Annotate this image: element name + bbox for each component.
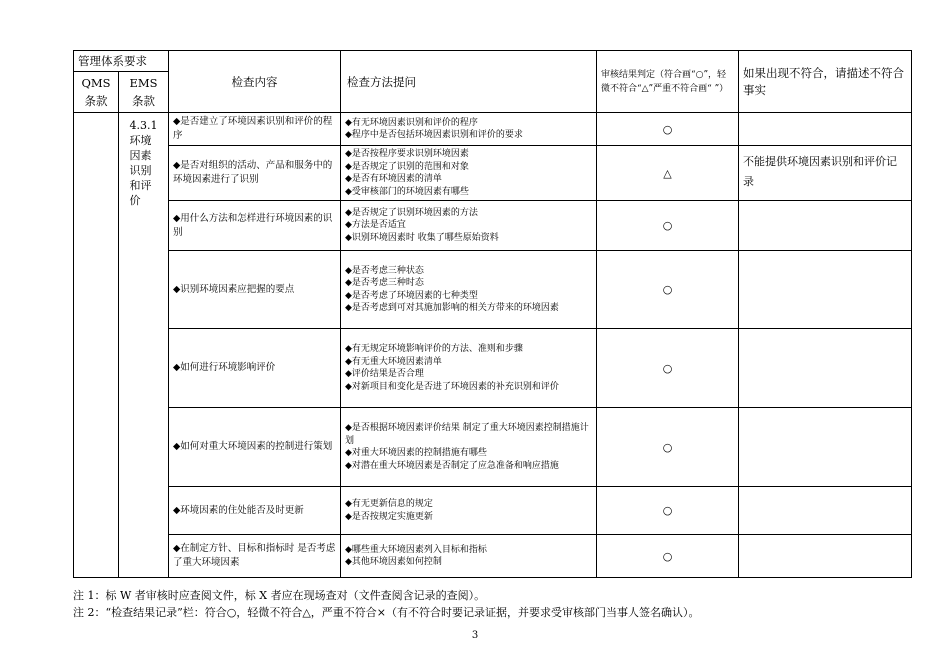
audit-result-cell: ○ — [597, 113, 739, 146]
table-row — [74, 329, 912, 408]
nonconformity-fact-cell — [739, 329, 912, 408]
check-method-cell — [341, 201, 597, 251]
audit-result-cell: ○ — [597, 329, 739, 408]
table-row — [74, 146, 912, 201]
nonconformity-fact-header: 如果出现不符合，请描述不符合事实 — [739, 51, 912, 113]
ems-clause-title: 环境因素识别和评价 — [129, 134, 152, 207]
ems-clause-cell — [119, 113, 169, 578]
qms-clause-header — [74, 72, 119, 113]
method-item: ◆其他环境因素如何控制 — [345, 557, 442, 567]
table-row — [74, 535, 912, 578]
check-method-cell — [341, 408, 597, 487]
method-item: ◆有无重大环境因素清单 — [345, 356, 442, 367]
table-notes — [73, 587, 700, 621]
method-item: ◆是否按程序要求识别环境因素 — [345, 149, 469, 159]
audit-result-cell: ○ — [597, 535, 739, 578]
audit-result-cell: ○ — [597, 487, 739, 535]
check-method-cell — [341, 113, 597, 146]
audit-result-cell: ○ — [597, 251, 739, 329]
qms-clause-label: 条款 — [84, 94, 108, 108]
nonconformity-fact-cell — [739, 251, 912, 329]
ems-clause-number: 4.3.1 — [129, 119, 158, 132]
check-content-header: 检查内容 — [169, 51, 341, 113]
note-1: 注 1：标 W 者审核时应查阅文件，标 X 者应在现场查对（文件查阅含记录的查阅）。 — [73, 589, 486, 602]
method-item: ◆是否有环境因素的清单 — [345, 174, 442, 184]
table-row — [74, 251, 912, 329]
method-item: ◆是否考虑到可对其施加影响的相关方带来的环境因素 — [345, 303, 559, 313]
method-item: ◆识别环境因素时 收集了哪些原始资料 — [345, 232, 499, 243]
method-item: ◆对新项目和变化是否进了环境因素的补充识别和评价 — [345, 381, 559, 392]
check-method-cell — [341, 329, 597, 408]
method-item: ◆有无规定环境影响评价的方法、准则和步骤 — [345, 344, 523, 354]
check-content-cell: ◆在制定方针、目标和指标时 是否考虑了重大环境因素 — [169, 535, 341, 578]
check-content-cell: ◆识别环境因素应把握的要点 — [169, 251, 341, 329]
check-content-cell: ◆用什么方法和怎样进行环境因素的识别 — [169, 201, 341, 251]
check-method-cell — [341, 251, 597, 329]
ems-clause-header — [119, 72, 169, 113]
check-content-cell: ◆是否对组织的活动、产品和服务中的环境因素进行了识别 — [169, 146, 341, 201]
method-item: ◆受审核部门的环境因素有哪些 — [345, 186, 469, 197]
nonconformity-fact-cell — [739, 487, 912, 535]
audit-result-cell: △ — [597, 146, 739, 201]
method-item: ◆是否考虑三种时态 — [345, 278, 424, 288]
method-item: ◆程序中是否包括环境因素识别和评价的要求 — [345, 130, 523, 140]
qms-label: QMS — [81, 76, 111, 90]
check-content-cell: ◆如何进行环境影响评价 — [169, 329, 341, 408]
method-item: ◆是否按规定实施更新 — [345, 511, 433, 522]
check-content-cell: ◆环境因素的住处能否及时更新 — [169, 487, 341, 535]
method-item: ◆是否考虑了环境因素的七种类型 — [345, 290, 478, 301]
audit-checklist-table — [73, 50, 912, 578]
table-row — [74, 487, 912, 535]
audit-result-cell: ○ — [597, 201, 739, 251]
nonconformity-fact-cell: 不能提供环境因素识别和评价记录 — [739, 146, 912, 201]
check-content-cell: ◆如何对重大环境因素的控制进行策划 — [169, 408, 341, 487]
check-content-cell: ◆是否建立了环境因素识别和评价的程序 — [169, 113, 341, 146]
method-item: ◆是否根据环境因素评价结果 制定了重大环境因素控制措施计划 — [345, 423, 589, 446]
audit-result-cell: ○ — [597, 408, 739, 487]
nonconformity-fact-cell — [739, 408, 912, 487]
method-item: ◆有无环境因素识别和评价的程序 — [345, 117, 478, 128]
check-method-cell — [341, 487, 597, 535]
audit-result-header: 审核结果判定（符合画“○”，轻微不符合“△”严重不符合画“ ”） — [597, 51, 739, 113]
check-method-header: 检查方法提问 — [341, 51, 597, 113]
note-2: 注 2：“检查结果记录”栏：符合○，轻微不符合△，严重不符合×（有不符合时要记录证据，并要求受审核部门当事人签名确认）。 — [73, 606, 700, 619]
management-system-header: 管理体系要求 — [74, 51, 169, 72]
ems-label: EMS — [129, 76, 158, 90]
method-item: ◆哪些重大环境因素列入目标和指标 — [345, 544, 487, 555]
nonconformity-fact-cell — [739, 201, 912, 251]
check-method-cell — [341, 146, 597, 201]
method-item: ◆是否规定了识别环境因素的方法 — [345, 207, 478, 218]
qms-clause-cell — [74, 113, 119, 578]
nonconformity-fact-cell — [739, 535, 912, 578]
table-row — [74, 201, 912, 251]
method-item: ◆对重大环境因素的控制措施有哪些 — [345, 448, 487, 458]
check-method-cell — [341, 535, 597, 578]
table-row — [74, 113, 912, 146]
method-item: ◆是否考虑三种状态 — [345, 265, 424, 276]
method-item: ◆方法是否适宜 — [345, 220, 406, 231]
table-row — [74, 408, 912, 487]
nonconformity-fact-cell — [739, 113, 912, 146]
method-item: ◆是否规定了识别的范围和对象 — [345, 161, 469, 172]
method-item: ◆对潜在重大环境因素是否制定了应急准备和响应措施 — [345, 460, 559, 471]
ems-clause-label: 条款 — [132, 94, 155, 108]
page-number: 3 — [471, 630, 479, 641]
method-item: ◆评价结果是否合理 — [345, 369, 424, 379]
method-item: ◆有无更新信息的规定 — [345, 499, 433, 509]
